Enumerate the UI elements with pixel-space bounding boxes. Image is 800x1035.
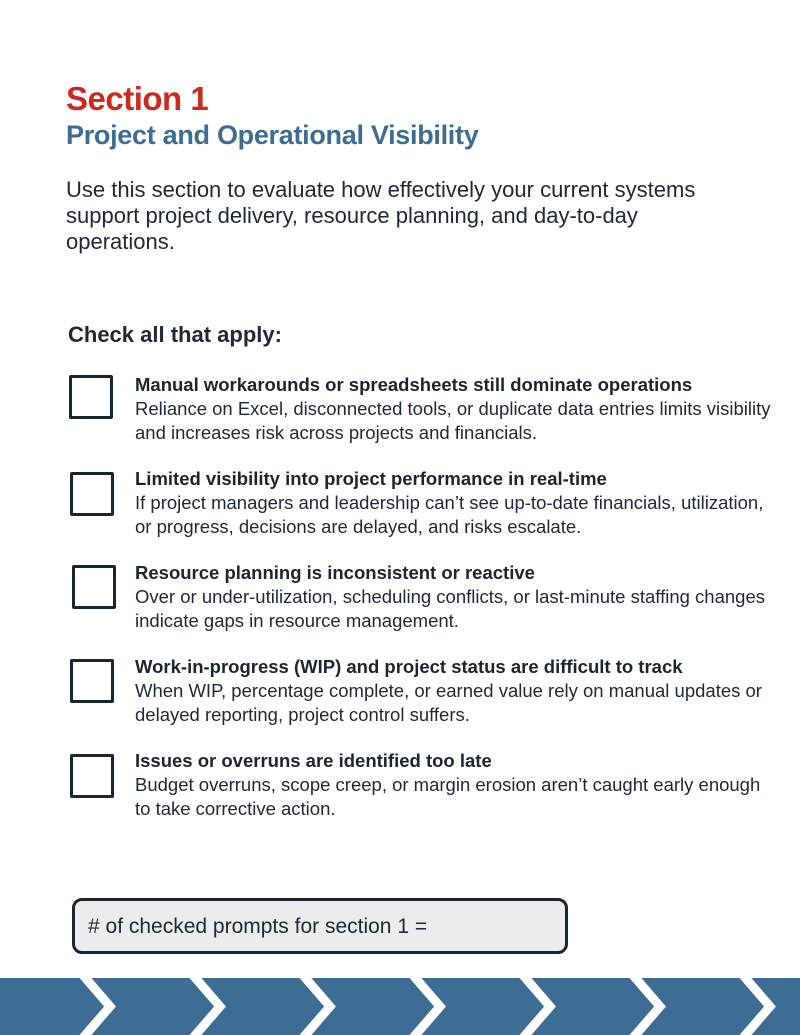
- checkbox[interactable]: [70, 659, 114, 703]
- checkbox[interactable]: [70, 472, 114, 516]
- checklist-item-title: Manual workarounds or spreadsheets still dominate operations: [135, 374, 693, 395]
- section-title: Project and Operational Visibility: [66, 120, 479, 150]
- checklist-item-description: If project managers and leadership can’t see up-to-date financials, utilization, or progress, decisions are delayed, and risks escalate.: [135, 492, 764, 537]
- checklist-heading: Check all that apply:: [68, 322, 282, 347]
- section-number: Section 1: [66, 80, 209, 117]
- checklist-item-description: When WIP, percentage complete, or earned value rely on manual updates or delayed reporting, project control suffers.: [135, 680, 762, 725]
- checkbox[interactable]: [70, 754, 114, 798]
- checked-count-label: # of checked prompts for section 1 =: [88, 915, 428, 938]
- checklist-item-text: [135, 373, 775, 444]
- checkbox[interactable]: [69, 375, 113, 419]
- checklist-item-text: [135, 749, 775, 820]
- checked-count-field[interactable]: [72, 898, 568, 954]
- checklist-item-title: Work-in-progress (WIP) and project status are difficult to track: [135, 656, 683, 677]
- checklist-item-description: Over or under-utilization, scheduling conflicts, or last-minute staffing changes indicate gaps in resource management.: [135, 586, 766, 631]
- checkbox[interactable]: [72, 565, 116, 609]
- checklist-item-text: [135, 655, 775, 726]
- section-intro: Use this section to evaluate how effectively your current systems support project delivery, resource planning, and day-to-day operations.: [66, 177, 696, 254]
- checklist-item-description: Reliance on Excel, disconnected tools, or duplicate data entries limits visibility and increases risk across projects and financials.: [135, 398, 771, 443]
- checklist-item-text: [135, 561, 775, 632]
- checklist-item-description: Budget overruns, scope creep, or margin erosion aren’t caught early enough to take corrective action.: [135, 774, 761, 819]
- checklist-item-text: [135, 467, 775, 538]
- checklist-item-title: Issues or overruns are identified too late: [135, 750, 492, 771]
- chevron-band-background: [0, 978, 800, 1035]
- chevron-band: [0, 978, 800, 1035]
- checklist-item-title: Limited visibility into project performance in real-time: [135, 468, 607, 489]
- checklist-item-title: Resource planning is inconsistent or reactive: [135, 562, 535, 583]
